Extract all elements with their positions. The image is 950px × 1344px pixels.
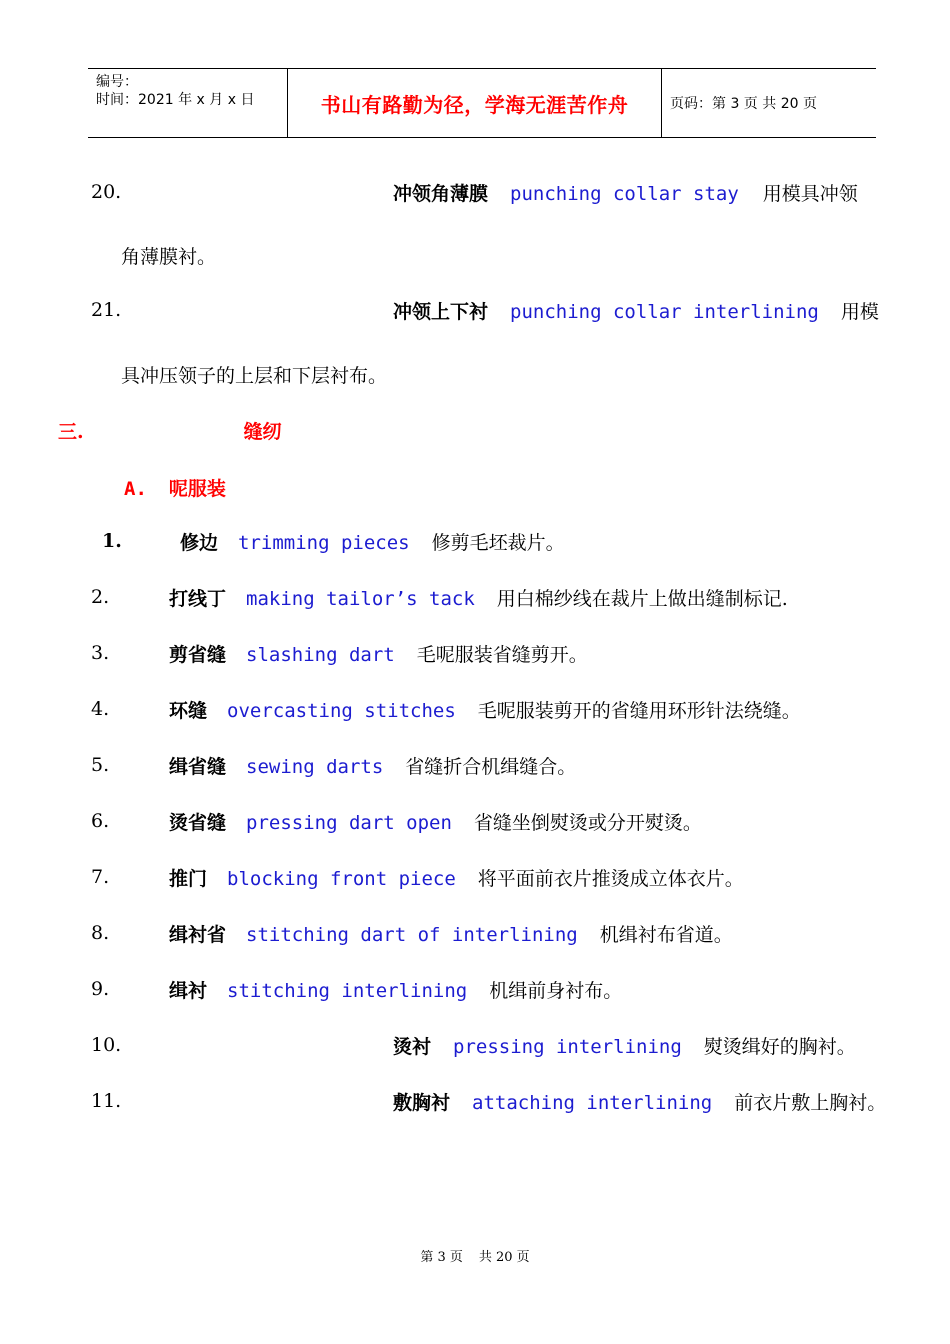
entry-description: 省缝折合机缉缝合。 (405, 756, 577, 778)
entry-term-en: stitching interlining (227, 980, 468, 1002)
entry-term-zh: 烫省缝 (169, 812, 227, 834)
subsection-letter: A. (124, 478, 147, 500)
entry-term-en: overcasting stitches (227, 700, 456, 722)
glossary-entry (169, 810, 702, 836)
entry-number: 8. (91, 922, 110, 944)
entry-term-en: making tailor’s tack (246, 588, 475, 610)
entry-description-continued: 角薄膜衬。 (121, 246, 217, 268)
glossary-entry (393, 181, 858, 207)
glossary-entry (169, 978, 622, 1004)
entry-number: 20. (91, 181, 122, 203)
entry-term-zh: 修边 (180, 532, 219, 554)
entry-term-en: stitching dart of interlining (246, 924, 578, 946)
entry-term-zh: 冲领上下衬 (393, 301, 489, 323)
entry-term-en: blocking front piece (227, 868, 456, 890)
entry-term-zh: 推门 (169, 868, 208, 890)
entry-description: 用模具冲领 (762, 183, 858, 205)
entry-term-en: sewing darts (246, 756, 384, 778)
entry-term-zh: 冲领角薄膜 (393, 183, 489, 205)
entry-description: 毛呢服装省缝剪开。 (416, 644, 588, 666)
entry-number: 1. (102, 530, 122, 552)
glossary-entry (169, 698, 801, 724)
header-motto: 书山有路勤为径，学海无涯苦作舟 (320, 92, 629, 117)
glossary-entry (169, 586, 788, 612)
header-page-cell (661, 69, 876, 137)
entry-number: 10. (91, 1034, 122, 1056)
document-time-label: 时间：2021 年 x 月 x 日 (96, 92, 255, 108)
entry-description: 机缉前身衬布。 (489, 980, 623, 1002)
footer-page-total: 共 20 页 (478, 1250, 530, 1265)
header-meta-cell (88, 69, 287, 137)
glossary-entry (169, 866, 744, 892)
entry-term-en: punching collar interlining (510, 301, 819, 323)
entry-term-zh: 环缝 (169, 700, 208, 722)
section-number: 三. (58, 421, 84, 443)
entry-description: 省缝坐倒熨烫或分开熨烫。 (473, 812, 702, 834)
document-number-label: 编号： (96, 74, 138, 90)
entry-number: 21. (91, 299, 122, 321)
glossary-entry (393, 1034, 856, 1060)
entry-number: 5. (91, 754, 110, 776)
glossary-entry (180, 530, 565, 556)
glossary-entry (169, 754, 576, 780)
entry-description: 毛呢服装剪开的省缝用环形针法绕缝。 (477, 700, 801, 722)
entry-term-zh: 剪省缝 (169, 644, 227, 666)
entry-term-en: pressing dart open (246, 812, 452, 834)
entry-term-en: pressing interlining (453, 1036, 682, 1058)
entry-description: 用模 (840, 301, 879, 323)
header-motto-cell (287, 69, 662, 137)
entry-number: 7. (91, 866, 110, 888)
entry-number: 3. (91, 642, 110, 664)
glossary-entry (393, 1090, 886, 1116)
entry-number: 11. (91, 1090, 122, 1112)
glossary-entry (169, 922, 733, 948)
entry-number: 4. (91, 698, 110, 720)
footer-page-number: 第 3 页 (420, 1250, 463, 1265)
entry-description: 将平面前衣片推烫成立体衣片。 (477, 868, 744, 890)
entry-term-zh: 缉省缝 (169, 756, 227, 778)
entry-number: 6. (91, 810, 110, 832)
entry-description: 前衣片敷上胸衬。 (734, 1092, 887, 1114)
section-heading (58, 417, 282, 444)
entry-description: 修剪毛坯裁片。 (431, 532, 565, 554)
section-title: 缝纫 (243, 421, 282, 443)
entry-term-en: punching collar stay (510, 183, 739, 205)
subsection-title: 呢服装 (168, 478, 226, 500)
entry-number: 2. (91, 586, 110, 608)
page-footer (0, 1246, 950, 1265)
entry-description: 熨烫缉好的胸衬。 (703, 1036, 856, 1058)
entry-description: 机缉衬布省道。 (599, 924, 733, 946)
entry-description: 用白棉纱线在裁片上做出缝制标记. (496, 588, 788, 610)
entry-term-zh: 打线丁 (169, 588, 227, 610)
entry-term-zh: 缉衬省 (169, 924, 227, 946)
page-header (88, 68, 876, 138)
entry-term-en: slashing dart (246, 644, 395, 666)
glossary-entry (169, 642, 588, 668)
header-page-number: 页码：第 3 页 共 20 页 (670, 96, 817, 112)
entry-number: 9. (91, 978, 110, 1000)
entry-term-en: trimming pieces (238, 532, 410, 554)
entry-term-zh: 缉衬 (169, 980, 208, 1002)
entry-description-continued: 具冲压领子的上层和下层衬布。 (121, 365, 388, 387)
entry-term-en: attaching interlining (472, 1092, 713, 1114)
subsection-heading (124, 474, 226, 501)
entry-term-zh: 敷胸衬 (393, 1092, 451, 1114)
glossary-entry (393, 299, 879, 325)
entry-term-zh: 烫衬 (393, 1036, 432, 1058)
